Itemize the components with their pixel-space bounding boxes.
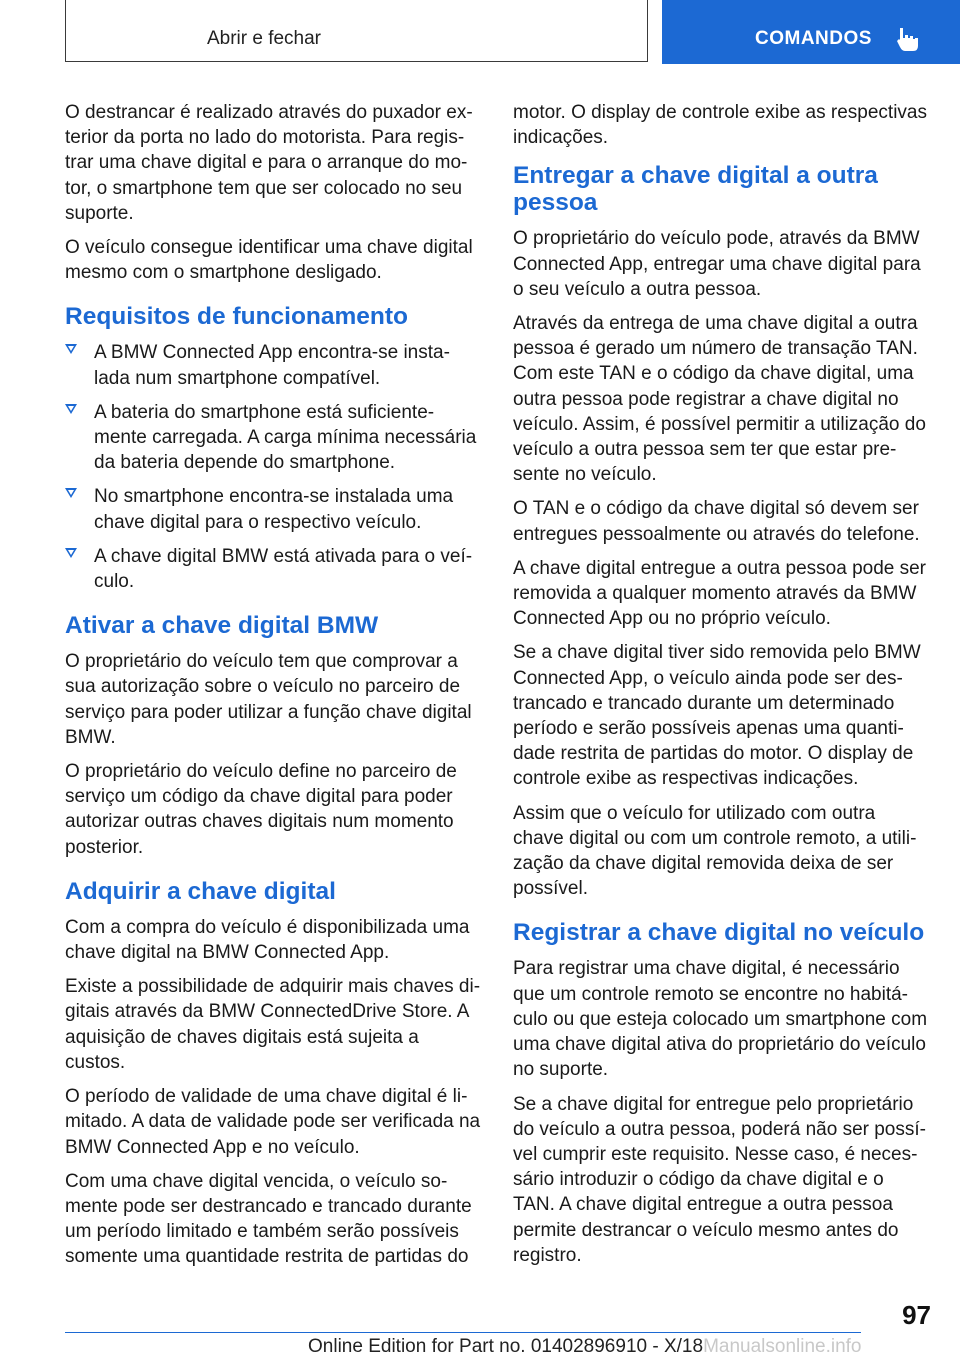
paragraph: A chave digital entregue a outra pessoa pode ser removida a qualquer momento através da BMW Connected App ou no próprio veículo. [513,557,927,630]
list-item-text: A BMW Connected App encontra-se insta-lada num smartphone compatível. [94,342,450,389]
paragraph: O destrancar é realizado através do puxador ex-terior da porta no lado do motorista. Para regis-trar uma chave digital e para o arranque do mo-tor, o smartphone tem que ser colocado no seu suporte. [65,102,473,224]
triangle-bullet-icon [65,404,77,414]
list-item [65,340,481,390]
chapter-tab[interactable] [662,0,960,64]
paragraph: O período de validade de uma chave digital é li-mitado. A data de validade pode ser verificada na BMW Connected App e no veículo. [65,1086,481,1158]
list-item [65,484,481,534]
heading-requisitos: Requisitos de funcionamento [65,303,409,331]
requirements-list [65,340,481,594]
paragraph: motor. O display de controle exibe as respectivas indicações. [513,102,927,149]
heading-adquirir: Adquirir a chave digital [65,877,336,905]
pointing-hand-icon [896,26,920,52]
right-column [513,100,929,1277]
paragraph: Com uma chave digital vencida, o veículo so-mente pode ser destrancado e trancado durante um período limitado e também serão possíveis somente uma quantidade restrita de partidas do [65,1170,472,1268]
paragraph: O TAN e o código da chave digital só devem ser entregues pessoalmente ou através do telefone. [513,498,920,545]
footer [308,1336,862,1358]
paragraph: Para registrar uma chave digital, é necessário que um controle remoto se encontre no habitá-culo ou que esteja colocado um smartphone com uma chave digital ativa do proprietário do veículo no suporte. [513,958,928,1081]
heading-registrar: Registrar a chave digital no veículo [513,919,925,947]
footer-divider [65,1332,861,1333]
paragraph: Existe a possibilidade de adquirir mais chaves di-gitais através da BMW ConnectedDrive Store. A aquisição de chaves digitais está sujeita a custos. [65,976,481,1073]
list-item-text: A bateria do smartphone está suficiente-mente carregada. A carga mínima necessária da bateria depende do smartphone. [94,401,477,474]
paragraph: Através da entrega de uma chave digital a outra pessoa é gerado um número de transação TAN. Com este TAN e o código da chave digital, uma outra pessoa pode registrar a chave digital no veículo. Assim, é possível permitir a utilização do veículo a outra pessoa sem ter que estar pre-sente no veículo. [513,313,926,486]
triangle-bullet-icon [65,344,77,354]
heading-entregar: Entregar a chave digital a outra pessoa [513,162,878,217]
triangle-bullet-icon [65,488,77,498]
left-column [65,100,481,1279]
heading-ativar: Ativar a chave digital BMW [65,612,379,640]
paragraph: Com a compra do veículo é disponibilizada uma chave digital na BMW Connected App. [65,916,470,964]
list-item-text: No smartphone encontra-se instalada uma chave digital para o respectivo veículo. [94,486,454,533]
paragraph: O proprietário do veículo tem que comprovar a sua autorização sobre o veículo no parceiro de serviço para poder utilizar a função chave digital BMW. [65,651,472,748]
list-item [65,544,481,594]
paragraph: Se a chave digital tiver sido removida pelo BMW Connected App, o veículo ainda pode ser des-trancado e trancado durante um determinado período e serão possíveis apenas uma quanti-dade restrita de partidas do motor. O display de controle exibe as respectivas indicações. [513,642,921,790]
paragraph: Assim que o veículo for utilizado com outra chave digital ou com um controle remoto, a utili-zação da chave digital removida deixa de ser possível. [513,802,917,900]
triangle-bullet-icon [65,548,77,558]
list-item-text: A chave digital BMW está ativada para o veí-culo. [94,545,473,593]
list-item [65,400,481,476]
watermark-text: Manualsonline.info [703,1336,862,1357]
page-number: 97 [902,1300,931,1330]
section-title: Abrir e fechar [206,28,321,49]
paragraph: O proprietário do veículo define no parceiro de serviço um código da chave digital para poder autorizar outras chaves digitais num momento posterior. [65,761,457,858]
paragraph: O proprietário do veículo pode, através da BMW Connected App, entregar uma chave digital para o seu veículo a outra pessoa. [513,228,921,300]
chapter-title: COMANDOS [755,28,872,49]
paragraph: O veículo consegue identificar uma chave digital mesmo com o smartphone desligado. [65,237,473,284]
paragraph: Se a chave digital for entregue pelo proprietário do veículo a outra pessoa, poderá não ser possí-vel cumprir este requisito. Nesse caso, é neces-sário introduzir o código da chave digital e o TAN. A chave digital entregue a outra pessoa permite destrancar o veículo mesmo antes do registro. [513,1093,926,1266]
header-section-box [65,0,648,62]
edition-text: Online Edition for Part no. 01402896910 - X/18 [308,1336,704,1357]
